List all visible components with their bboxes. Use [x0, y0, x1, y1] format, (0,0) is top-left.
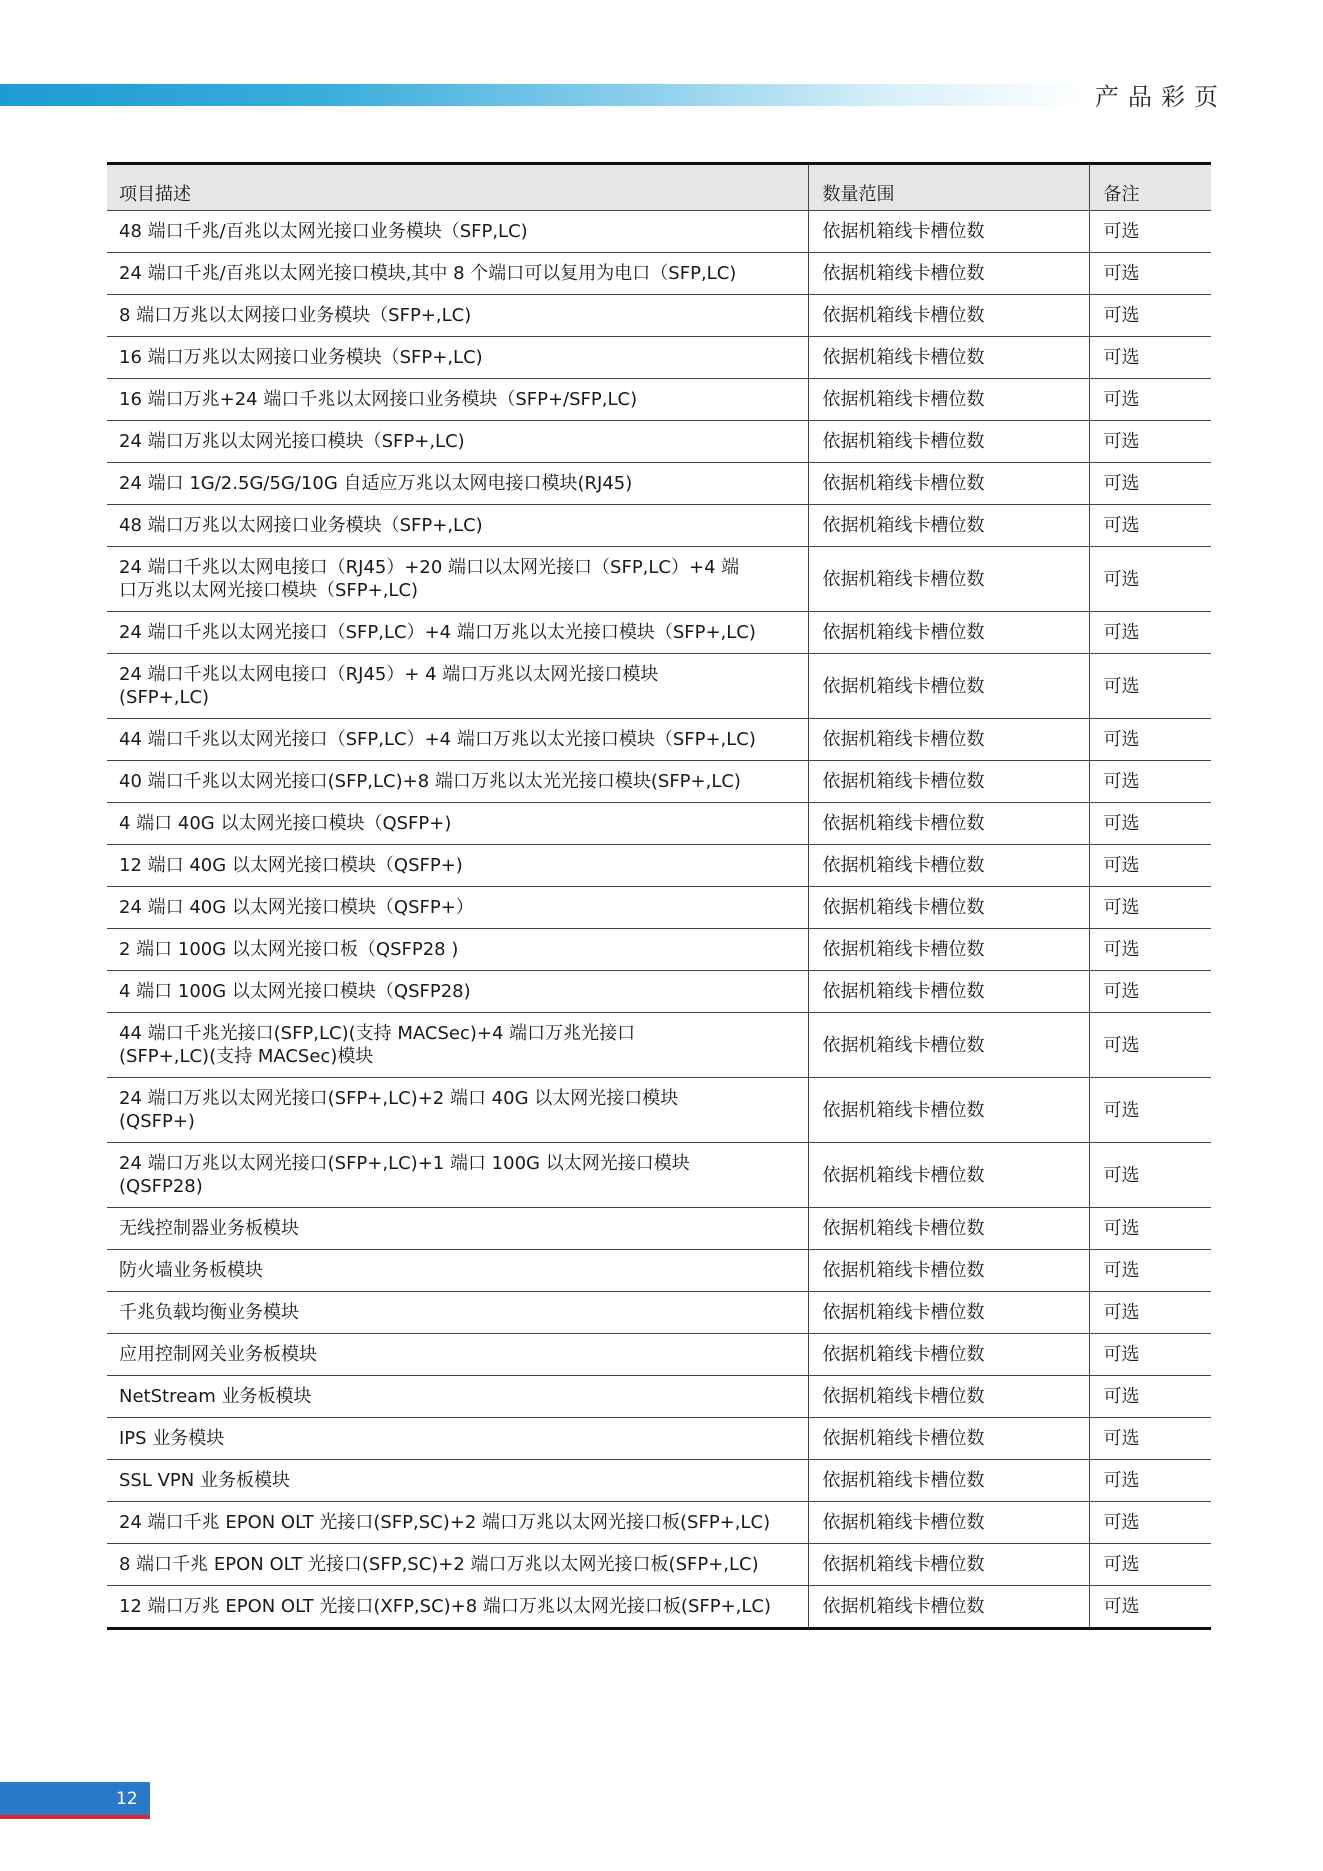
remark-cell: 可选 [1089, 211, 1211, 253]
table-row [107, 929, 1211, 971]
remark-cell: 可选 [1089, 1502, 1211, 1544]
table-row [107, 1292, 1211, 1334]
quantity-range-cell: 依据机箱线卡槽位数 [808, 1143, 1089, 1208]
item-description-cell [107, 1502, 808, 1544]
quantity-range-cell: 依据机箱线卡槽位数 [808, 719, 1089, 761]
header-accent-bar [0, 84, 1090, 106]
remark-cell: 可选 [1089, 1013, 1211, 1078]
item-description-cell [107, 887, 808, 929]
item-description-text: (QSFP+) [119, 1111, 195, 1132]
item-description-text: 24 端口千兆 EPON OLT 光接口(SFP,SC)+2 端口万兆以太网光接口板(SFP+,LC) [119, 1512, 771, 1533]
item-description-text: (QSFP28) [119, 1176, 203, 1197]
table-row [107, 421, 1211, 463]
item-description-text: 48 端口千兆/百兆以太网光接口业务模块（SFP,LC) [119, 221, 528, 242]
item-description-text: 无线控制器业务板模块 [119, 1218, 299, 1239]
document-type-label: 产品彩页 [1095, 83, 1227, 111]
table-row [107, 1586, 1211, 1629]
table-row [107, 1376, 1211, 1418]
table-row [107, 379, 1211, 421]
table-row [107, 1460, 1211, 1502]
item-description-cell [107, 1250, 808, 1292]
table-row [107, 654, 1211, 719]
remark-cell: 可选 [1089, 1208, 1211, 1250]
quantity-range-cell: 依据机箱线卡槽位数 [808, 463, 1089, 505]
item-description-cell [107, 253, 808, 295]
quantity-range-cell: 依据机箱线卡槽位数 [808, 1418, 1089, 1460]
item-description-cell [107, 379, 808, 421]
table-row [107, 803, 1211, 845]
item-description-text: 12 端口 40G 以太网光接口模块（QSFP+) [119, 855, 463, 876]
quantity-range-cell: 依据机箱线卡槽位数 [808, 929, 1089, 971]
remark-cell: 可选 [1089, 1292, 1211, 1334]
quantity-range-cell: 依据机箱线卡槽位数 [808, 845, 1089, 887]
page-number-underline [0, 1815, 150, 1819]
item-description-cell [107, 1208, 808, 1250]
item-description-cell [107, 654, 808, 719]
item-description-text: 24 端口千兆以太网光接口（SFP,LC）+4 端口万兆以太光接口模块（SFP+,LC) [119, 622, 756, 643]
item-description-cell [107, 929, 808, 971]
item-description-cell [107, 1460, 808, 1502]
item-description-cell [107, 1418, 808, 1460]
item-description-text: 16 端口万兆以太网接口业务模块（SFP+,LC) [119, 347, 483, 368]
column-header-quantity: 数量范围 [808, 164, 1089, 211]
remark-cell: 可选 [1089, 719, 1211, 761]
table-row [107, 719, 1211, 761]
remark-cell: 可选 [1089, 803, 1211, 845]
item-description-text: 2 端口 100G 以太网光接口板（QSFP28 ) [119, 939, 459, 960]
item-description-cell [107, 1334, 808, 1376]
remark-cell: 可选 [1089, 1586, 1211, 1629]
item-description-cell [107, 1376, 808, 1418]
item-description-cell [107, 719, 808, 761]
table-row [107, 1208, 1211, 1250]
table-header-row [107, 164, 1211, 211]
item-description-cell [107, 505, 808, 547]
item-description-text: IPS 业务模块 [119, 1428, 225, 1449]
item-description-text: 44 端口千兆光接口(SFP,LC)(支持 MACSec)+4 端口万兆光接口 [119, 1023, 636, 1044]
item-description-cell [107, 1013, 808, 1078]
item-description-text: 44 端口千兆以太网光接口（SFP,LC）+4 端口万兆以太光接口模块（SFP+,LC) [119, 729, 756, 750]
item-description-text: 24 端口千兆/百兆以太网光接口模块,其中 8 个端口可以复用为电口（SFP,LC) [119, 263, 737, 284]
quantity-range-cell: 依据机箱线卡槽位数 [808, 1078, 1089, 1143]
item-description-text: 防火墙业务板模块 [119, 1260, 263, 1281]
item-description-cell [107, 547, 808, 612]
quantity-range-cell: 依据机箱线卡槽位数 [808, 887, 1089, 929]
item-description-text: SSL VPN 业务板模块 [119, 1470, 290, 1491]
quantity-range-cell: 依据机箱线卡槽位数 [808, 1292, 1089, 1334]
remark-cell: 可选 [1089, 1418, 1211, 1460]
table-row [107, 1544, 1211, 1586]
quantity-range-cell: 依据机箱线卡槽位数 [808, 654, 1089, 719]
item-description-text: 48 端口万兆以太网接口业务模块（SFP+,LC) [119, 515, 483, 536]
quantity-range-cell: 依据机箱线卡槽位数 [808, 547, 1089, 612]
table-row [107, 845, 1211, 887]
remark-cell: 可选 [1089, 1376, 1211, 1418]
table-row [107, 295, 1211, 337]
item-description-text: 24 端口万兆以太网光接口模块（SFP+,LC) [119, 431, 465, 452]
item-description-text: 24 端口千兆以太网电接口（RJ45）+ 4 端口万兆以太网光接口模块 [119, 664, 659, 685]
quantity-range-cell: 依据机箱线卡槽位数 [808, 1208, 1089, 1250]
item-description-cell [107, 1292, 808, 1334]
quantity-range-cell: 依据机箱线卡槽位数 [808, 761, 1089, 803]
item-description-text: 口万兆以太网光接口模块（SFP+,LC) [119, 580, 419, 601]
column-header-remark: 备注 [1089, 164, 1211, 211]
remark-cell: 可选 [1089, 929, 1211, 971]
item-description-text: 16 端口万兆+24 端口千兆以太网接口业务模块（SFP+/SFP,LC) [119, 389, 638, 410]
item-description-cell [107, 295, 808, 337]
item-description-text: 24 端口 40G 以太网光接口模块（QSFP+） [119, 897, 474, 918]
quantity-range-cell: 依据机箱线卡槽位数 [808, 505, 1089, 547]
table-row [107, 505, 1211, 547]
table-row [107, 971, 1211, 1013]
remark-cell: 可选 [1089, 505, 1211, 547]
quantity-range-cell: 依据机箱线卡槽位数 [808, 1334, 1089, 1376]
remark-cell: 可选 [1089, 761, 1211, 803]
quantity-range-cell: 依据机箱线卡槽位数 [808, 612, 1089, 654]
table-body [107, 211, 1211, 1629]
item-description-cell [107, 1078, 808, 1143]
item-description-text: 8 端口万兆以太网接口业务模块（SFP+,LC) [119, 305, 472, 326]
remark-cell: 可选 [1089, 1460, 1211, 1502]
quantity-range-cell: 依据机箱线卡槽位数 [808, 1376, 1089, 1418]
remark-cell: 可选 [1089, 1250, 1211, 1292]
quantity-range-cell: 依据机箱线卡槽位数 [808, 1013, 1089, 1078]
item-description-text: NetStream 业务板模块 [119, 1386, 312, 1407]
item-description-text: 8 端口千兆 EPON OLT 光接口(SFP,SC)+2 端口万兆以太网光接口板(SFP+,LC) [119, 1554, 759, 1575]
quantity-range-cell: 依据机箱线卡槽位数 [808, 1544, 1089, 1586]
item-description-text: 4 端口 100G 以太网光接口模块（QSFP28) [119, 981, 471, 1002]
remark-cell: 可选 [1089, 654, 1211, 719]
remark-cell: 可选 [1089, 887, 1211, 929]
remark-cell: 可选 [1089, 1334, 1211, 1376]
item-description-cell [107, 1143, 808, 1208]
table-row [107, 887, 1211, 929]
item-description-cell [107, 761, 808, 803]
column-header-description: 项目描述 [107, 164, 808, 211]
item-description-cell [107, 463, 808, 505]
remark-cell: 可选 [1089, 463, 1211, 505]
table-row [107, 547, 1211, 612]
item-description-text: 12 端口万兆 EPON OLT 光接口(XFP,SC)+8 端口万兆以太网光接口板(SFP+,LC) [119, 1596, 771, 1617]
item-description-cell [107, 1586, 808, 1629]
table-row [107, 1013, 1211, 1078]
table-row [107, 1078, 1211, 1143]
remark-cell: 可选 [1089, 1078, 1211, 1143]
table-row [107, 761, 1211, 803]
item-description-text: (SFP+,LC) [119, 687, 210, 708]
item-description-text: 24 端口千兆以太网电接口（RJ45）+20 端口以太网光接口（SFP,LC）+4 端 [119, 557, 740, 578]
item-description-text: 24 端口万兆以太网光接口(SFP+,LC)+2 端口 40G 以太网光接口模块 [119, 1088, 679, 1109]
item-description-cell [107, 211, 808, 253]
table-row [107, 253, 1211, 295]
table-row [107, 1334, 1211, 1376]
item-description-text: 40 端口千兆以太网光接口(SFP,LC)+8 端口万兆以太光光接口模块(SFP+,LC) [119, 771, 741, 792]
table-row [107, 211, 1211, 253]
remark-cell: 可选 [1089, 253, 1211, 295]
quantity-range-cell: 依据机箱线卡槽位数 [808, 211, 1089, 253]
quantity-range-cell: 依据机箱线卡槽位数 [808, 1502, 1089, 1544]
item-description-cell [107, 845, 808, 887]
remark-cell: 可选 [1089, 971, 1211, 1013]
table-row [107, 463, 1211, 505]
item-description-cell [107, 421, 808, 463]
table-row [107, 612, 1211, 654]
remark-cell: 可选 [1089, 337, 1211, 379]
quantity-range-cell: 依据机箱线卡槽位数 [808, 1586, 1089, 1629]
quantity-range-cell: 依据机箱线卡槽位数 [808, 971, 1089, 1013]
remark-cell: 可选 [1089, 612, 1211, 654]
item-description-text: 24 端口万兆以太网光接口(SFP+,LC)+1 端口 100G 以太网光接口模块 [119, 1153, 690, 1174]
item-description-cell [107, 337, 808, 379]
item-description-cell [107, 1544, 808, 1586]
item-description-text: 千兆负载均衡业务模块 [119, 1302, 299, 1323]
quantity-range-cell: 依据机箱线卡槽位数 [808, 803, 1089, 845]
remark-cell: 可选 [1089, 1544, 1211, 1586]
item-description-text: 4 端口 40G 以太网光接口模块（QSFP+) [119, 813, 452, 834]
table-row [107, 1418, 1211, 1460]
quantity-range-cell: 依据机箱线卡槽位数 [808, 1250, 1089, 1292]
quantity-range-cell: 依据机箱线卡槽位数 [808, 253, 1089, 295]
item-description-cell [107, 971, 808, 1013]
remark-cell: 可选 [1089, 295, 1211, 337]
item-description-text: 应用控制网关业务板模块 [119, 1344, 317, 1365]
remark-cell: 可选 [1089, 421, 1211, 463]
item-description-text: (SFP+,LC)(支持 MACSec)模块 [119, 1046, 374, 1067]
item-description-text: 24 端口 1G/2.5G/5G/10G 自适应万兆以太网电接口模块(RJ45) [119, 473, 633, 494]
table-header [107, 164, 1211, 211]
quantity-range-cell: 依据机箱线卡槽位数 [808, 1460, 1089, 1502]
item-description-cell [107, 803, 808, 845]
quantity-range-cell: 依据机箱线卡槽位数 [808, 379, 1089, 421]
quantity-range-cell: 依据机箱线卡槽位数 [808, 337, 1089, 379]
table-row [107, 1250, 1211, 1292]
table-row [107, 337, 1211, 379]
item-description-cell [107, 612, 808, 654]
table-row [107, 1143, 1211, 1208]
remark-cell: 可选 [1089, 1143, 1211, 1208]
table-row [107, 1502, 1211, 1544]
remark-cell: 可选 [1089, 379, 1211, 421]
remark-cell: 可选 [1089, 547, 1211, 612]
quantity-range-cell: 依据机箱线卡槽位数 [808, 295, 1089, 337]
module-spec-table [107, 162, 1211, 1630]
page-number: 12 [116, 1789, 138, 1809]
quantity-range-cell: 依据机箱线卡槽位数 [808, 421, 1089, 463]
remark-cell: 可选 [1089, 845, 1211, 887]
